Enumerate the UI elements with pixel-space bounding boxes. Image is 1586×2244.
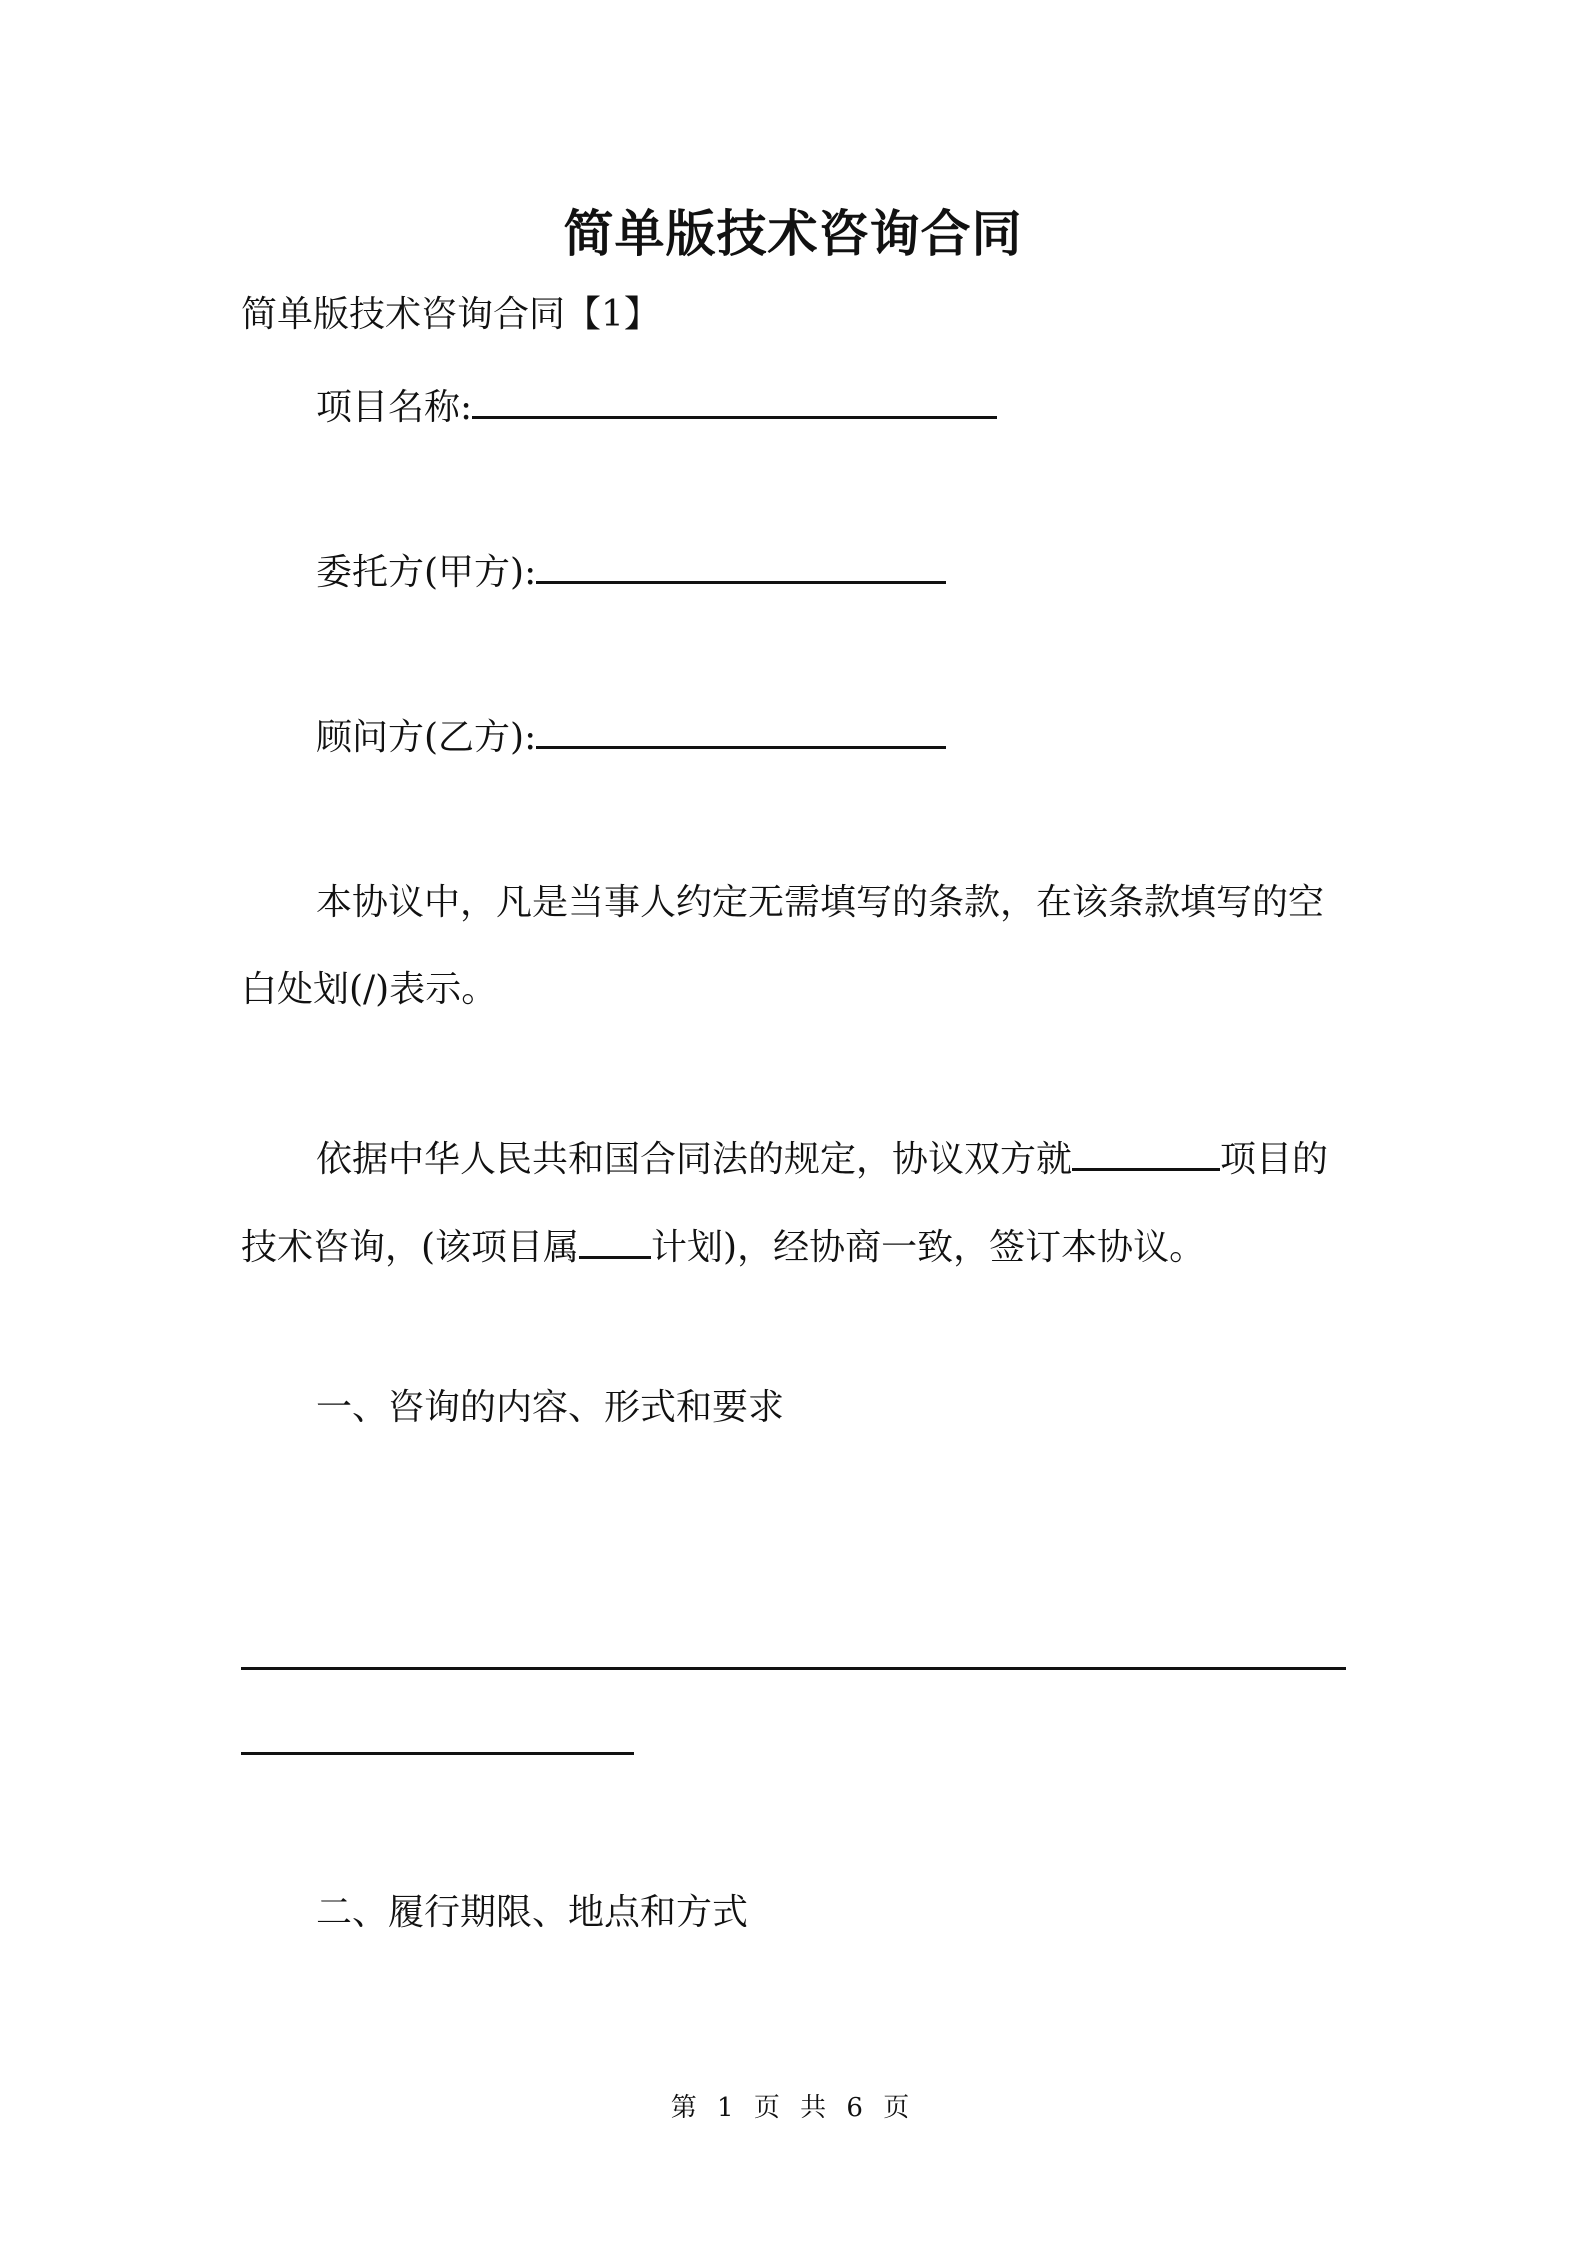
consultant-field (316, 708, 946, 763)
page-indicator: 第 1 页 共 6 页 (670, 2093, 916, 2123)
basis-line2 (241, 1218, 1205, 1273)
document-title: 简单版技术咨询合同 (563, 204, 1023, 263)
client-label: 委托方(甲方): (316, 552, 537, 593)
section1-heading: 一、咨询的内容、形式和要求 (316, 1387, 785, 1428)
client-field (316, 543, 946, 598)
basis-line1-text-a: 依据中华人民共和国合同法的规定，协议双方就 (316, 1139, 1073, 1180)
project-name-field (316, 378, 997, 433)
consultant-blank[interactable] (536, 708, 946, 749)
section2-heading: 二、履行期限、地点和方式 (316, 1892, 749, 1933)
basis-line1 (316, 1130, 1328, 1185)
section1-blank-line1[interactable] (241, 1667, 1346, 1670)
basis-line2-text-a: 技术咨询，(该项目属 (241, 1227, 580, 1268)
project-name-blank[interactable] (472, 378, 997, 419)
project-blank[interactable] (1072, 1130, 1220, 1171)
project-name-label: 项目名称: (316, 387, 473, 428)
section1-blank-line2[interactable] (241, 1752, 634, 1755)
document-subtitle: 简单版技术咨询合同【1】 (241, 294, 660, 335)
basis-line1-text-b: 项目的 (1220, 1139, 1329, 1180)
plan-blank[interactable] (579, 1218, 651, 1259)
blank-note-line2: 白处划(/)表示。 (241, 969, 498, 1010)
blank-note-line1: 本协议中，凡是当事人约定无需填写的条款，在该条款填写的空 (316, 882, 1325, 923)
consultant-label: 顾问方(乙方): (316, 717, 537, 758)
basis-line2-text-b: 计划)，经协商一致，签订本协议。 (651, 1227, 1206, 1268)
client-blank[interactable] (536, 543, 946, 584)
